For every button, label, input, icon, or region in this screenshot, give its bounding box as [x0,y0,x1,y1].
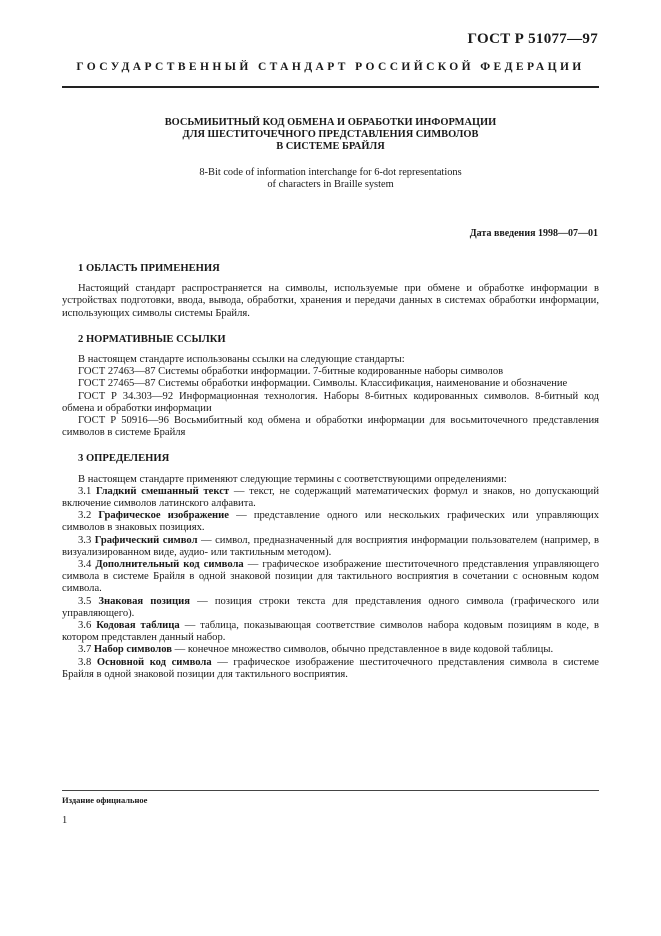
definition-text: — графическое изображение шеститочечного представления управляющего символа в системе Брайля в одной знаковой позиции для тактильного восприятия в сочетании с основным кодом символа. [62,559,600,595]
definition-term: Дополнительный код символа [95,559,244,571]
definition-number: 3.6 [78,620,92,632]
definition-number: 3.8 [78,656,92,668]
title-en-line: of characters in Braille system [267,179,394,190]
title-en-line: 8-Bit code of information interchange for 6-dot representations [199,167,462,178]
title-russian [0,117,661,153]
reference-item: ГОСТ Р 34.303—92 Информационная технология. Наборы 8-битных кодированных символов. 8-битный код обмена и обработки информации [62,390,599,414]
title-line: В СИСТЕМЕ БРАЙЛЯ [276,141,385,152]
definition-item [62,620,599,644]
definition-term: Гладкий смешанный текст [96,485,230,497]
definition-text: — позиция строки текста для представления одного символа (графического или управляющего). [62,595,599,619]
definition-text: — представление одного или нескольких графических или управляющих символов в знаковых позициях. [62,510,599,534]
document-number: ГОСТ Р 51077—97 [467,31,598,47]
introduction-date: Дата введения 1998—07—01 [469,228,598,239]
definition-number: 3.3 [78,534,92,546]
reference-item: ГОСТ 27463—87 Системы обработки информации. 7-битные кодированные наборы символов [78,366,504,378]
definition-number: 3.4 [78,559,92,571]
paragraph: Настоящий стандарт распространяется на символы, используемые при обмене и обработке информации в устройствах подготовки, ввода, вывода, обработки, хранения и передачи данных в системах обработки информации, использующих символы системы Брайля. [62,283,599,319]
paragraph: В настоящем стандарте применяют следующие термины с соответствующими определениями: [78,473,507,485]
definition-text: — конечное множество символов, обычно представленное в виде кодовой таблицы. [171,644,554,656]
page-number: 1 [62,815,68,826]
section-heading: 3 ОПРЕДЕЛЕНИЯ [78,453,170,465]
definition-item [62,559,599,596]
definition-term: Знаковая позиция [98,595,190,607]
definition-item [62,644,599,656]
section-references [62,334,599,440]
definition-term: Графический символ [94,534,198,546]
definition-term: Основной код символа [96,656,212,668]
definition-text: — графическое изображение шеститочечного представления символа в системе Брайля в одной знаковой позиции для тактильного восприятия. [62,656,599,680]
definition-text: — таблица, показывающая соответствие символов набора кодовым позициям в коде, в котором представлен данный набор. [62,620,600,644]
section-heading: 1 ОБЛАСТЬ ПРИМЕНЕНИЯ [78,263,220,274]
definition-number: 3.7 [78,644,92,656]
definition-text: — текст, не содержащий математических формул и знаков, но допускающий включение символов латинского алфавита. [62,485,600,510]
document-body [62,263,599,695]
definition-term: Графическое изображение [98,510,229,522]
definition-item [62,486,599,510]
footer-rule [62,790,599,791]
section-scope [62,263,599,320]
paragraph: В настоящем стандарте использованы ссылки на следующие стандарты: [78,354,405,366]
title-line: ДЛЯ ШЕСТИТОЧЕЧНОГО ПРЕДСТАВЛЕНИЯ СИМВОЛОВ [182,129,479,140]
definition-number: 3.2 [78,510,92,522]
definition-item [62,535,599,559]
definition-text: — символ, предназначенный для восприятия информации пользователем (например, в визуализированном виде, аудио- или тактильным методом). [62,534,600,558]
header-rule [62,86,599,88]
section-definitions [62,453,599,681]
definition-item [62,657,599,681]
definition-item [62,596,599,620]
definition-term: Кодовая таблица [96,620,180,632]
standard-header: ГОСУДАРСТВЕННЫЙ СТАНДАРТ РОССИЙСКОЙ ФЕДЕРАЦИИ [76,61,585,73]
definition-number: 3.5 [78,595,92,607]
definition-term: Набор символов [93,644,172,656]
definition-item [62,510,599,534]
definition-number: 3.1 [78,485,92,497]
title-english [0,167,661,191]
reference-item: ГОСТ 27465—87 Системы обработки информации. Символы. Классификация, наименование и обозначение [78,378,568,390]
reference-item: ГОСТ Р 50916—96 Восьмибитный код обмена и обработки информации для восьмиточечного представления символов в системе Брайля [62,415,599,439]
title-line: ВОСЬМИБИТНЫЙ КОД ОБМЕНА И ОБРАБОТКИ ИНФОРМАЦИИ [164,117,497,128]
edition-label: Издание официальное [62,795,148,805]
section-heading: 2 НОРМАТИВНЫЕ ССЫЛКИ [78,333,226,345]
